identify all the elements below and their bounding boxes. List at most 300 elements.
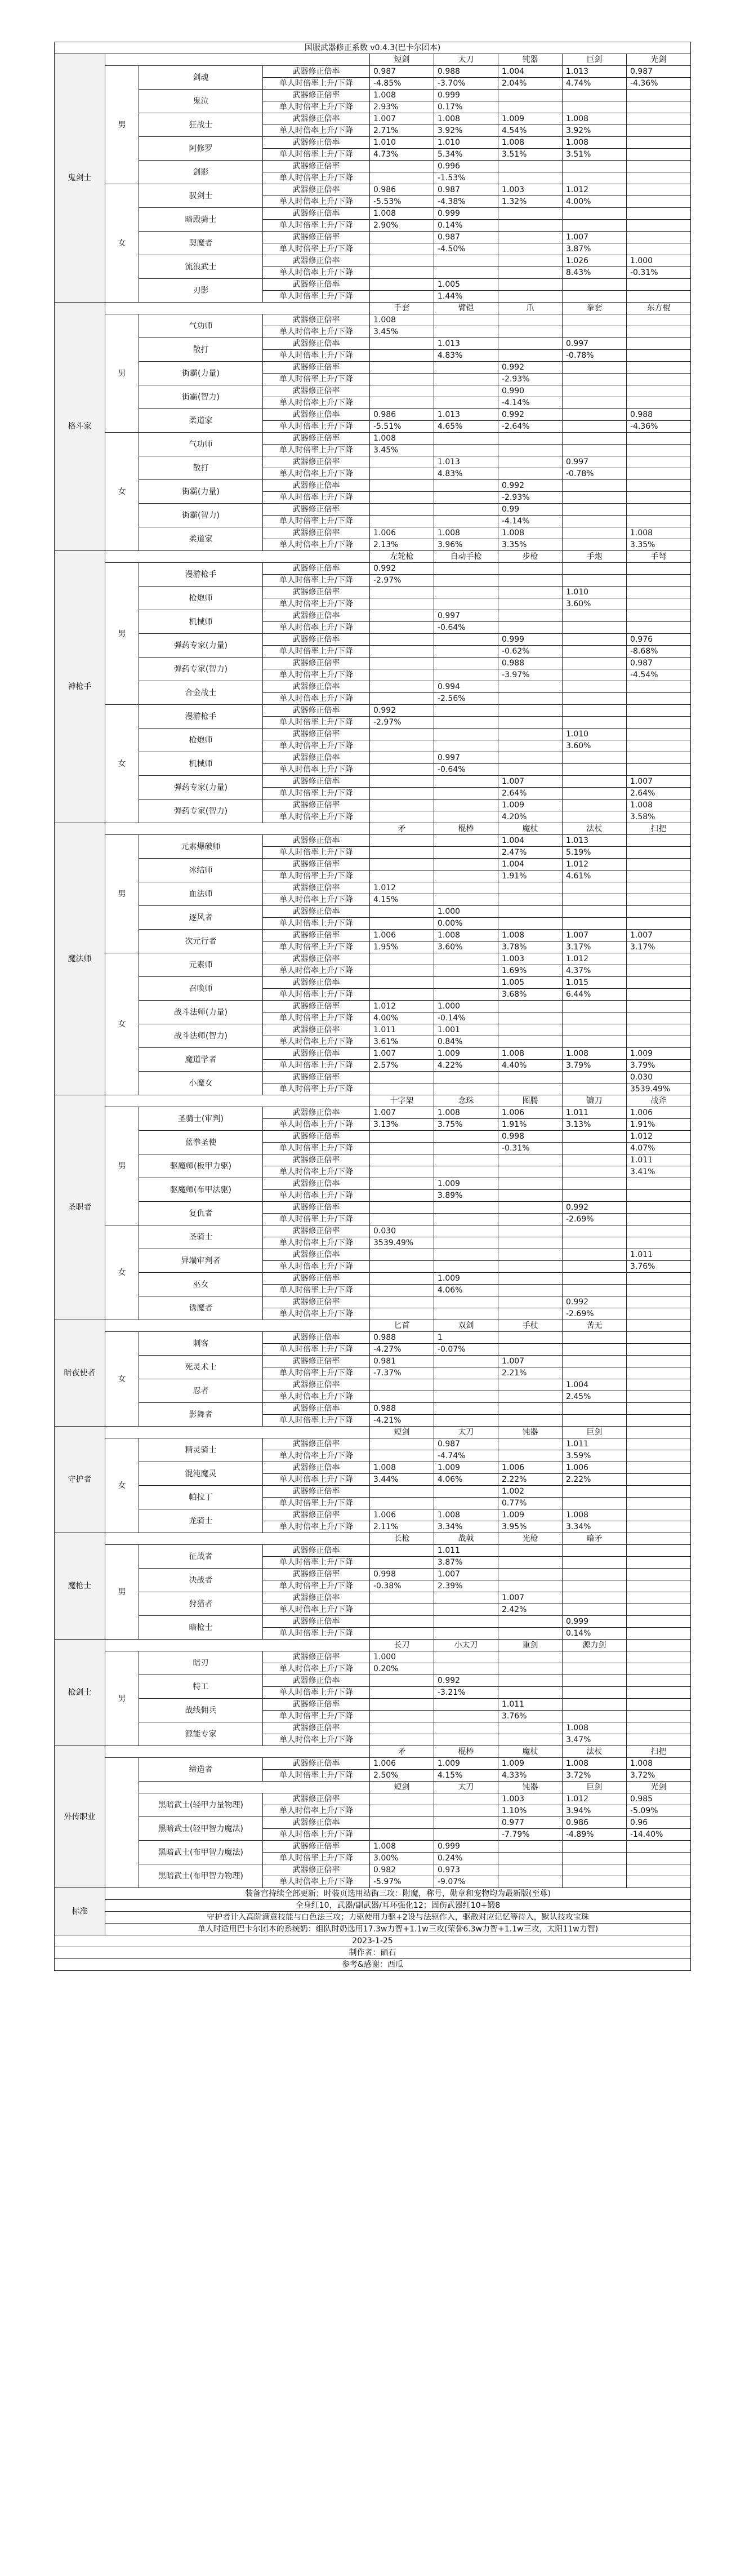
value-cell <box>370 1604 434 1616</box>
metric-label: 武器修正倍率 <box>263 563 370 575</box>
value-cell <box>370 740 434 752</box>
value-cell <box>563 1012 627 1024</box>
job-name: 暗殿骑士 <box>139 208 263 232</box>
metric-label: 武器修正倍率 <box>263 1438 370 1450</box>
job-row <box>55 1001 691 1012</box>
job-name: 漫游枪手 <box>139 563 263 587</box>
value-cell: 0.030 <box>370 1225 434 1237</box>
metric-label: 单人时倍率上升/下降 <box>263 1143 370 1154</box>
metric-label: 武器修正倍率 <box>263 1545 370 1557</box>
value-cell <box>627 1367 691 1379</box>
value-cell <box>627 859 691 870</box>
footer-thanks: 参考&感谢：西瓜 <box>55 1959 691 1971</box>
value-cell <box>498 681 563 693</box>
value-cell <box>563 1864 627 1876</box>
metric-label: 武器修正倍率 <box>263 1178 370 1190</box>
metric-label: 武器修正倍率 <box>263 1486 370 1498</box>
value-cell <box>370 374 434 385</box>
value-cell <box>370 918 434 930</box>
value-cell: -2.69% <box>563 1308 627 1320</box>
value-cell: 1.008 <box>563 1509 627 1521</box>
value-cell <box>627 480 691 492</box>
value-cell: 1.32% <box>498 196 563 208</box>
metric-label: 武器修正倍率 <box>263 385 370 397</box>
value-cell: 0.84% <box>434 1036 498 1048</box>
metric-label: 单人时倍率上升/下降 <box>263 918 370 930</box>
job-name: 漫游枪手 <box>139 705 263 729</box>
value-cell <box>498 1154 563 1166</box>
value-cell <box>563 776 627 788</box>
note-text: 单人时适用巴卡尔团本的系统奶：组队时奶选用17.3w力智+1.1w三攻(荣誉6.3w力智+1.1w三攻，太阳11w力智) <box>105 1924 691 1935</box>
value-cell: 1.008 <box>563 1048 627 1060</box>
value-cell: 0.987 <box>370 66 434 78</box>
value-cell <box>627 232 691 243</box>
value-cell <box>434 1379 498 1391</box>
value-cell <box>627 362 691 374</box>
value-cell <box>498 208 563 220</box>
value-cell <box>498 279 563 291</box>
metric-label: 单人时倍率上升/下降 <box>263 1687 370 1699</box>
value-cell: 3.34% <box>563 1521 627 1533</box>
value-cell <box>370 752 434 764</box>
weapon-header: 匕首 <box>370 1320 434 1332</box>
metric-label: 单人时倍率上升/下降 <box>263 941 370 953</box>
value-cell <box>498 456 563 468</box>
value-cell: 0.988 <box>627 409 691 421</box>
value-cell: 0.00% <box>434 918 498 930</box>
metric-label: 武器修正倍率 <box>263 752 370 764</box>
metric-label: 单人时倍率上升/下降 <box>263 1853 370 1864</box>
value-cell <box>434 1805 498 1817</box>
value-cell <box>563 1651 627 1663</box>
value-cell: -3.21% <box>434 1687 498 1699</box>
notes-label: 标准 <box>55 1888 105 1935</box>
value-cell <box>434 1072 498 1083</box>
value-cell: 3.92% <box>563 125 627 137</box>
job-name: 机械师 <box>139 610 263 634</box>
value-cell: 3.75% <box>434 1119 498 1131</box>
value-cell <box>563 800 627 811</box>
value-cell: -4.36% <box>627 78 691 90</box>
metric-label: 武器修正倍率 <box>263 1817 370 1829</box>
value-cell <box>434 314 498 326</box>
job-name: 弹药专家(智力) <box>139 658 263 681</box>
gender: 男 <box>105 314 139 433</box>
job-name: 元素师 <box>139 953 263 977</box>
weapon-header-row <box>55 303 691 314</box>
value-cell: -5.97% <box>370 1876 434 1888</box>
gender: 女 <box>105 1225 139 1320</box>
weapon-header-row <box>55 1533 691 1545</box>
value-cell <box>434 1083 498 1095</box>
value-cell: -0.14% <box>434 1012 498 1024</box>
metric-label: 武器修正倍率 <box>263 1379 370 1391</box>
value-cell <box>627 1545 691 1557</box>
job-name: 源能专家 <box>139 1722 263 1746</box>
metric-label: 单人时倍率上升/下降 <box>263 1557 370 1569</box>
metric-label: 单人时倍率上升/下降 <box>263 1119 370 1131</box>
value-cell <box>627 1474 691 1486</box>
value-cell <box>370 1592 434 1604</box>
value-cell <box>498 1083 563 1095</box>
job-row <box>55 1202 691 1214</box>
value-cell: 0.981 <box>370 1356 434 1367</box>
value-cell <box>563 385 627 397</box>
value-cell <box>498 1391 563 1403</box>
weapon-header: 矛 <box>370 823 434 835</box>
value-cell <box>370 800 434 811</box>
value-cell <box>434 1391 498 1403</box>
value-cell <box>434 989 498 1001</box>
value-cell: 4.06% <box>434 1285 498 1296</box>
value-cell <box>370 906 434 918</box>
value-cell: -4.14% <box>498 516 563 527</box>
value-cell <box>370 1450 434 1462</box>
value-cell: 1.011 <box>498 1699 563 1711</box>
value-cell <box>498 1024 563 1036</box>
value-cell: 3.92% <box>434 125 498 137</box>
value-cell: 1.008 <box>434 1107 498 1119</box>
value-cell: 1.007 <box>498 1592 563 1604</box>
value-cell: 2.22% <box>498 1474 563 1486</box>
sheet-title: 国服武器修正系数 v0.4.3(巴卡尔团本) <box>55 42 691 54</box>
value-cell <box>563 101 627 113</box>
value-cell <box>498 1569 563 1580</box>
value-cell <box>627 1356 691 1367</box>
job-name: 混沌魔灵 <box>139 1462 263 1486</box>
metric-label: 单人时倍率上升/下降 <box>263 1190 370 1202</box>
value-cell: 0.986 <box>563 1817 627 1829</box>
value-cell: 1.007 <box>370 113 434 125</box>
note-row <box>55 1912 691 1924</box>
weapon-header <box>627 1320 691 1332</box>
value-cell <box>627 1853 691 1864</box>
weapon-header: 巨剑 <box>563 1782 627 1793</box>
value-cell <box>563 918 627 930</box>
value-cell <box>627 196 691 208</box>
metric-label: 单人时倍率上升/下降 <box>263 1474 370 1486</box>
value-cell <box>434 634 498 646</box>
value-cell: 0.17% <box>434 101 498 113</box>
value-cell: -7.37% <box>370 1367 434 1379</box>
job-name: 战斗法师(力量) <box>139 1001 263 1024</box>
value-cell <box>563 610 627 622</box>
value-cell <box>370 362 434 374</box>
value-cell <box>563 172 627 184</box>
metric-label: 武器修正倍率 <box>263 977 370 989</box>
value-cell: 0.77% <box>498 1498 563 1509</box>
job-name: 枪炮师 <box>139 729 263 752</box>
value-cell <box>563 220 627 232</box>
value-cell: 4.15% <box>434 1770 498 1782</box>
job-name: 驱魔师(板甲力驱) <box>139 1154 263 1178</box>
metric-label: 武器修正倍率 <box>263 1616 370 1628</box>
value-cell <box>498 894 563 906</box>
value-cell: 0.999 <box>498 634 563 646</box>
job-name: 次元行者 <box>139 930 263 953</box>
value-cell: 1.008 <box>498 930 563 941</box>
weapon-header-row <box>55 551 691 563</box>
value-cell <box>434 445 498 456</box>
value-cell: -0.64% <box>434 764 498 776</box>
job-name: 柔道家 <box>139 527 263 551</box>
value-cell: 3.94% <box>563 1805 627 1817</box>
metric-label: 单人时倍率上升/下降 <box>263 125 370 137</box>
value-cell <box>627 1498 691 1509</box>
value-cell: 3.00% <box>370 1853 434 1864</box>
weapon-header: 东方棍 <box>627 303 691 314</box>
job-name: 忍者 <box>139 1379 263 1403</box>
job-name: 特工 <box>139 1675 263 1699</box>
value-cell <box>563 1285 627 1296</box>
job-row <box>55 776 691 788</box>
value-cell <box>627 752 691 764</box>
value-cell: 0.976 <box>627 634 691 646</box>
metric-label: 武器修正倍率 <box>263 456 370 468</box>
gender: 男 <box>105 66 139 184</box>
value-cell <box>370 232 434 243</box>
value-cell <box>498 90 563 101</box>
weapon-header: 战戟 <box>434 1533 498 1545</box>
value-cell: 3.51% <box>498 149 563 161</box>
value-cell <box>563 1166 627 1178</box>
value-cell <box>434 1711 498 1722</box>
value-cell <box>434 1817 498 1829</box>
value-cell: 1.012 <box>370 882 434 894</box>
value-cell <box>627 149 691 161</box>
metric-label: 武器修正倍率 <box>263 1296 370 1308</box>
value-cell: 1.008 <box>627 800 691 811</box>
value-cell <box>627 1415 691 1427</box>
value-cell <box>498 1036 563 1048</box>
value-cell <box>563 1225 627 1237</box>
metric-label: 单人时倍率上升/下降 <box>263 243 370 255</box>
value-cell <box>627 729 691 740</box>
value-cell: 2.04% <box>498 78 563 90</box>
metric-label: 武器修正倍率 <box>263 433 370 445</box>
metric-label: 武器修正倍率 <box>263 527 370 539</box>
value-cell: 3.79% <box>563 1060 627 1072</box>
value-cell: 1.69% <box>498 965 563 977</box>
job-row <box>55 1793 691 1805</box>
job-name: 阿修罗 <box>139 137 263 161</box>
value-cell: 3.96% <box>434 539 498 551</box>
value-cell <box>627 350 691 362</box>
value-cell: -4.85% <box>370 78 434 90</box>
value-cell <box>563 492 627 504</box>
value-cell: 1.009 <box>498 113 563 125</box>
job-row <box>55 480 691 492</box>
value-cell <box>434 255 498 267</box>
value-cell: 0.987 <box>627 66 691 78</box>
weapon-header-row <box>55 1095 691 1107</box>
value-cell: 0.986 <box>370 409 434 421</box>
value-cell: 3.61% <box>370 1036 434 1048</box>
weapon-header: 矛 <box>370 1746 434 1758</box>
value-cell <box>627 918 691 930</box>
value-cell <box>498 587 563 598</box>
value-cell <box>370 468 434 480</box>
value-cell: 3.72% <box>563 1770 627 1782</box>
value-cell: 2.64% <box>627 788 691 800</box>
value-cell: 0.99 <box>498 504 563 516</box>
value-cell: 0.987 <box>627 658 691 669</box>
value-cell <box>563 1699 627 1711</box>
job-row <box>55 1569 691 1580</box>
value-cell <box>370 1296 434 1308</box>
value-cell: 3.89% <box>434 1190 498 1202</box>
value-cell <box>434 811 498 823</box>
value-cell <box>370 646 434 658</box>
job-row <box>55 161 691 172</box>
value-cell <box>563 1841 627 1853</box>
value-cell <box>563 1344 627 1356</box>
value-cell <box>563 646 627 658</box>
metric-label: 武器修正倍率 <box>263 634 370 646</box>
job-row <box>55 66 691 78</box>
value-cell: 1.010 <box>563 587 627 598</box>
value-cell <box>627 1391 691 1403</box>
value-cell <box>498 1853 563 1864</box>
value-cell <box>627 468 691 480</box>
value-cell <box>627 989 691 1001</box>
job-row <box>55 456 691 468</box>
value-cell: 3.45% <box>370 445 434 456</box>
value-cell <box>627 113 691 125</box>
value-cell <box>370 480 434 492</box>
value-cell: 0.999 <box>434 208 498 220</box>
value-cell: 1.009 <box>498 1758 563 1770</box>
value-cell <box>498 1296 563 1308</box>
value-cell: 3.45% <box>370 326 434 338</box>
job-row <box>55 338 691 350</box>
value-cell <box>627 516 691 527</box>
value-cell: 4.07% <box>627 1143 691 1154</box>
value-cell: 1.008 <box>370 90 434 101</box>
metric-label: 单人时倍率上升/下降 <box>263 669 370 681</box>
value-cell <box>563 788 627 800</box>
value-cell: 3.68% <box>498 989 563 1001</box>
weapon-header <box>627 1533 691 1545</box>
value-cell <box>627 1273 691 1285</box>
metric-label: 武器修正倍率 <box>263 1225 370 1237</box>
gender: 男 <box>105 563 139 705</box>
metric-label: 武器修正倍率 <box>263 835 370 847</box>
value-cell <box>627 1012 691 1024</box>
metric-label: 单人时倍率上升/下降 <box>263 78 370 90</box>
job-name: 街霸(力量) <box>139 480 263 504</box>
value-cell <box>498 1166 563 1178</box>
metric-label: 武器修正倍率 <box>263 338 370 350</box>
value-cell <box>563 1675 627 1687</box>
blank-cell <box>105 1533 370 1545</box>
value-cell <box>627 492 691 504</box>
blank-cell <box>139 1782 370 1793</box>
value-cell: -2.97% <box>370 717 434 729</box>
value-cell <box>563 658 627 669</box>
value-cell <box>370 1616 434 1628</box>
value-cell <box>370 1249 434 1261</box>
weapon-header <box>627 1427 691 1438</box>
value-cell: 3.41% <box>627 1166 691 1178</box>
job-row <box>55 1024 691 1036</box>
metric-label: 武器修正倍率 <box>263 729 370 740</box>
job-name: 契魔者 <box>139 232 263 255</box>
weapon-header-row <box>55 1320 691 1332</box>
value-cell: 1.008 <box>563 113 627 125</box>
job-row <box>55 362 691 374</box>
metric-label: 单人时倍率上升/下降 <box>263 172 370 184</box>
metric-label: 单人时倍率上升/下降 <box>263 267 370 279</box>
value-cell <box>434 1143 498 1154</box>
value-cell <box>498 764 563 776</box>
value-cell <box>563 752 627 764</box>
job-row <box>55 1379 691 1391</box>
value-cell <box>370 338 434 350</box>
value-cell <box>434 717 498 729</box>
job-row <box>55 1486 691 1498</box>
value-cell <box>627 1569 691 1580</box>
class-name: 枪剑士 <box>55 1640 105 1746</box>
value-cell <box>627 835 691 847</box>
value-cell <box>627 1379 691 1391</box>
value-cell <box>498 906 563 918</box>
value-cell <box>627 1450 691 1462</box>
job-name: 弹药专家(力量) <box>139 776 263 800</box>
value-cell <box>563 634 627 646</box>
value-cell <box>434 977 498 989</box>
value-cell: 1.95% <box>370 941 434 953</box>
value-cell: 1.008 <box>370 1841 434 1853</box>
value-cell: -4.27% <box>370 1344 434 1356</box>
value-cell <box>563 314 627 326</box>
metric-label: 武器修正倍率 <box>263 610 370 622</box>
metric-label: 单人时倍率上升/下降 <box>263 1261 370 1273</box>
value-cell <box>627 1651 691 1663</box>
job-name: 蓝拳圣使 <box>139 1131 263 1154</box>
value-cell <box>627 622 691 634</box>
value-cell <box>370 1131 434 1143</box>
value-cell <box>563 1154 627 1166</box>
job-name: 机械师 <box>139 752 263 776</box>
value-cell <box>370 788 434 800</box>
value-cell: 3.60% <box>434 941 498 953</box>
value-cell: 3.76% <box>498 1711 563 1722</box>
job-row <box>55 385 691 397</box>
value-cell: 2.90% <box>370 220 434 232</box>
job-row <box>55 587 691 598</box>
value-cell: 3.17% <box>627 941 691 953</box>
weapon-header: 光枪 <box>498 1533 563 1545</box>
value-cell: 1.006 <box>498 1462 563 1474</box>
value-cell <box>370 1438 434 1450</box>
value-cell: 1.013 <box>434 338 498 350</box>
value-cell <box>434 598 498 610</box>
weapon-header: 手炮 <box>563 551 627 563</box>
value-cell <box>434 516 498 527</box>
value-cell <box>627 137 691 149</box>
value-cell <box>370 598 434 610</box>
value-cell: -2.97% <box>370 575 434 587</box>
value-cell: 1.008 <box>498 527 563 539</box>
value-cell <box>370 847 434 859</box>
gender: 男 <box>105 1651 139 1746</box>
value-cell <box>627 184 691 196</box>
metric-label: 武器修正倍率 <box>263 681 370 693</box>
metric-label: 单人时倍率上升/下降 <box>263 1308 370 1320</box>
value-cell <box>370 1308 434 1320</box>
class-name: 守护者 <box>55 1427 105 1533</box>
